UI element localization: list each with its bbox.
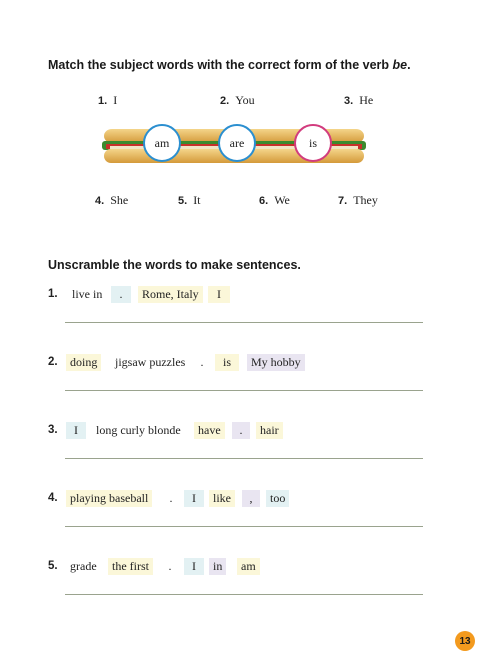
subject-word: She [110, 193, 129, 207]
subject-number: 2. [220, 95, 230, 107]
subject-word: They [353, 193, 378, 207]
question-number: 4. [48, 492, 58, 504]
word-chip[interactable]: jigsaw puzzles [115, 355, 186, 369]
question-number: 5. [48, 560, 58, 572]
word-chip[interactable]: too [266, 490, 289, 507]
subject-number: 5. [178, 195, 188, 207]
word-chip[interactable]: My hobby [247, 354, 305, 371]
match-heading-verb: be [392, 58, 408, 72]
word-chip[interactable]: grade [70, 559, 97, 573]
page-number-badge: 13 [455, 631, 475, 651]
match-heading-period: . [407, 58, 411, 72]
verb-label: is [308, 135, 317, 150]
subject-word: It [193, 193, 201, 207]
word-chip[interactable]: . [200, 355, 204, 369]
verb-circle-is[interactable] [294, 124, 332, 162]
word-chip[interactable]: like [209, 490, 235, 507]
subject-2 [220, 93, 255, 108]
subject-5 [178, 193, 201, 208]
subject-number: 7. [338, 195, 348, 207]
word-chip[interactable]: doing [66, 354, 101, 371]
subject-3 [344, 93, 373, 108]
answer-line[interactable] [65, 322, 423, 323]
word-chip[interactable]: live in [72, 287, 103, 301]
word-chip[interactable]: Rome, Italy [138, 286, 203, 303]
answer-line[interactable] [65, 458, 423, 459]
subject-word: You [235, 93, 255, 107]
question-number: 3. [48, 424, 58, 436]
subject-6 [259, 193, 290, 208]
answer-line[interactable] [65, 594, 423, 595]
word-chip[interactable]: have [194, 422, 225, 439]
subject-number: 6. [259, 195, 269, 207]
subject-number: 4. [95, 195, 105, 207]
verb-label: are [229, 135, 245, 150]
word-chip[interactable]: I [184, 490, 204, 507]
word-chip[interactable]: . [111, 286, 131, 303]
word-chip[interactable]: I [66, 422, 86, 439]
subject-word: He [359, 93, 374, 107]
subject-4 [95, 193, 128, 208]
match-heading-text: Match the subject words with the correct form of the verb [48, 58, 393, 72]
word-chip[interactable]: . [168, 559, 172, 573]
word-chip[interactable]: is [215, 354, 239, 371]
word-chip[interactable]: am [237, 558, 260, 575]
word-chip[interactable]: long curly blonde [96, 423, 181, 437]
word-chip[interactable]: playing baseball [66, 490, 152, 507]
word-chip[interactable]: hair [256, 422, 283, 439]
verb-circle-am[interactable] [143, 124, 181, 162]
subject-number: 1. [98, 95, 108, 107]
question-number: 2. [48, 356, 58, 368]
subject-number: 3. [344, 95, 354, 107]
answer-line[interactable] [65, 526, 423, 527]
word-chip[interactable]: the first [108, 558, 153, 575]
word-chip[interactable]: I [208, 286, 230, 303]
match-heading [48, 58, 411, 72]
subject-word: We [274, 193, 290, 207]
unscramble-heading: Unscramble the words to make sentences. [48, 258, 301, 272]
verb-circle-are[interactable] [218, 124, 256, 162]
answer-line[interactable] [65, 390, 423, 391]
subject-1 [98, 93, 117, 108]
word-chip[interactable]: in [209, 558, 226, 575]
word-chip[interactable]: . [232, 422, 250, 439]
word-chip[interactable]: I [184, 558, 204, 575]
verb-label: am [154, 135, 170, 150]
question-number: 1. [48, 288, 58, 300]
word-chip[interactable]: , [242, 490, 260, 507]
subject-word: I [113, 93, 118, 107]
subject-7 [338, 193, 378, 208]
word-chip[interactable]: . [169, 491, 173, 505]
